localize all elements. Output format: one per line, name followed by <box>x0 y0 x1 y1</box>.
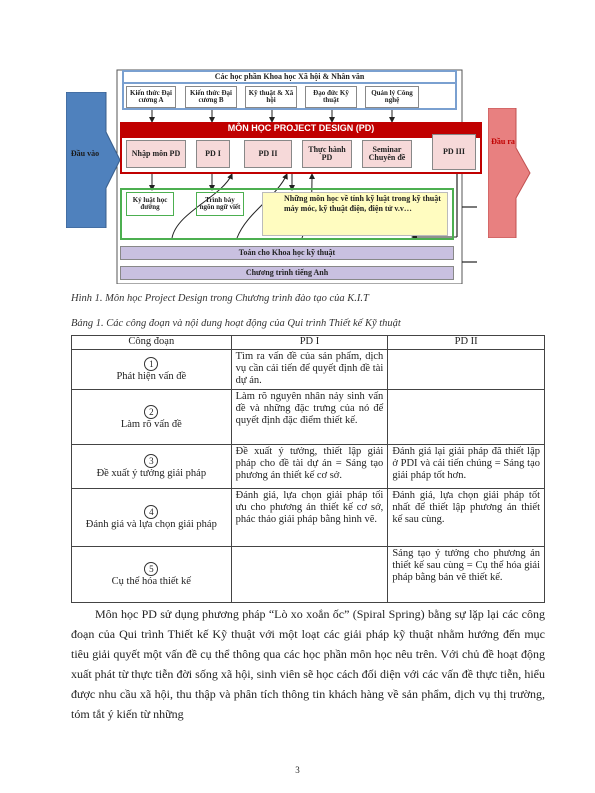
table-header-row <box>72 336 545 350</box>
stage-cell <box>72 390 232 445</box>
trinhbay-box: Trình bày ngôn ngữ viết <box>196 192 244 216</box>
body-paragraph: Môn học PD sử dụng phương pháp “Lò xo xoắn ốc” (Spiral Spring) bằng sự lặp lại các công đoạn của Qui trình Thiết kế Kỹ thuật với một loạt các giải pháp kỹ thuật nhằm hướng đến mục tiêu giải quyết một vấn đề cụ thể thông qua các học phần môn học nêu trên. Với chủ đề hoạt động xuất phát từ thực tiễn đời sống xã hội, sinh viên sẽ học cách đối diện với các vấn đề thực tiễn, hiểu được nhu cầu xã hội, thu thập và phân tích thông tin khách hàng về sản phẩm, dịch vụ thị trường, tóm tắt ý kiến từ những <box>71 607 545 721</box>
pd1-cell <box>231 547 388 603</box>
header-pd1: PD I <box>231 336 388 350</box>
table-row <box>72 489 545 547</box>
stage-cell <box>72 445 232 489</box>
stage-name: Làm rõ vấn đề <box>120 418 182 430</box>
input-label: Đầu vào <box>70 148 100 158</box>
course-kienthuc-b: Kiến thức Đại cương B <box>185 86 237 108</box>
output-label: Đầu ra <box>491 136 515 146</box>
design-process-table <box>71 335 545 603</box>
kyluat-box: Kỷ luật học đường <box>126 192 174 216</box>
stage-name: Đánh giá và lựa chọn giải pháp <box>85 519 217 530</box>
pd3-box: PD III <box>432 134 476 170</box>
stage-cell <box>72 489 232 547</box>
pd2-cell: Đánh giá lại giải pháp đã thiết lập ở PDI và cải tiến chúng = Sáng tạo giải pháp tốt hơn. <box>388 445 545 489</box>
social-sciences-band: Các học phần Khoa học Xã hội & Nhân văn <box>122 70 457 84</box>
table-row <box>72 445 545 489</box>
step-number: 4 <box>144 505 158 519</box>
pd1-cell: Làm rõ nguyên nhân nảy sinh vấn đề và những đặc trưng của nó để quyết định đặc điểm thiết kế. <box>231 390 388 445</box>
pd2-cell <box>388 350 545 390</box>
output-arrow <box>488 108 532 238</box>
step-number: 3 <box>144 454 158 468</box>
math-bar: Toán cho Khoa học kỹ thuật <box>120 246 454 260</box>
table-row <box>72 390 545 445</box>
pd1-cell: Đánh giá, lựa chọn giải pháp tối ưu cho phương án thiết kế cơ sở, phác thảo giải pháp bằng hình vẽ. <box>231 489 388 547</box>
step-number: 5 <box>144 562 158 576</box>
header-pd2: PD II <box>388 336 545 350</box>
stage-name: Phát hiện vấn đề <box>116 371 187 382</box>
step-number: 1 <box>144 357 158 371</box>
technical-courses-box: Những môn học về tính kỹ luật trong kỹ thuật máy móc, kỹ thuật điện, điện tử v.v… <box>284 194 441 213</box>
course-quanly: Quản lý Công nghệ <box>365 86 419 108</box>
course-kythuat-xahoi: Kỹ thuật & Xã hội <box>245 86 297 108</box>
pd2-cell: Sáng tạo ý tưởng cho phương án thiết kế sau cùng = Cụ thể hóa giải pháp bằng bản vẽ thiết kế. <box>388 547 545 603</box>
pd-practice-box: Thực hành PD <box>302 140 352 168</box>
pd2-box: PD II <box>244 140 292 168</box>
stage-cell <box>72 350 232 390</box>
pd1-cell: Tìm ra vấn đề của sản phẩm, dịch vụ cần cải tiến để quyết định đề tài dự án. <box>231 350 388 390</box>
figure-caption: Hình 1. Môn học Project Design trong Chương trình đào tạo của K.I.T <box>71 293 369 304</box>
project-design-diagram <box>62 62 532 284</box>
table-row <box>72 350 545 390</box>
table-row <box>72 547 545 603</box>
step-number: 2 <box>144 405 158 419</box>
header-stage: Công đoạn <box>72 336 232 350</box>
pd2-cell: Đánh giá, lựa chọn giải pháp tốt nhất để thiết lập phương án thiết kế sau cùng. <box>388 489 545 547</box>
pd1-cell: Đề xuất ý tưởng, thiết lập giải pháp cho đề tài dự án = Sáng tạo phương án thiết kế cơ sở. <box>231 445 388 489</box>
pd2-cell <box>388 390 545 445</box>
course-kienthuc-a: Kiến thức Đại cương A <box>126 86 176 108</box>
seminar-box: Seminar Chuyên đề <box>362 140 412 168</box>
pd-intro-box: Nhập môn PD <box>126 140 186 168</box>
table-caption: Bảng 1. Các công đoạn và nội dung hoạt động của Qui trình Thiết kế Kỹ thuật <box>71 318 401 329</box>
stage-name: Cụ thể hóa thiết kế <box>111 576 191 587</box>
course-daoduc: Đạo đức Kỹ thuật <box>305 86 357 108</box>
english-bar: Chương trình tiếng Anh <box>120 266 454 280</box>
pd-banner: MÔN HỌC PROJECT DESIGN (PD) <box>120 122 482 136</box>
stage-cell <box>72 547 232 603</box>
stage-name: Đề xuất ý tưởng giải pháp <box>96 468 207 479</box>
page-number: 3 <box>295 765 300 775</box>
pd1-box: PD I <box>196 140 230 168</box>
